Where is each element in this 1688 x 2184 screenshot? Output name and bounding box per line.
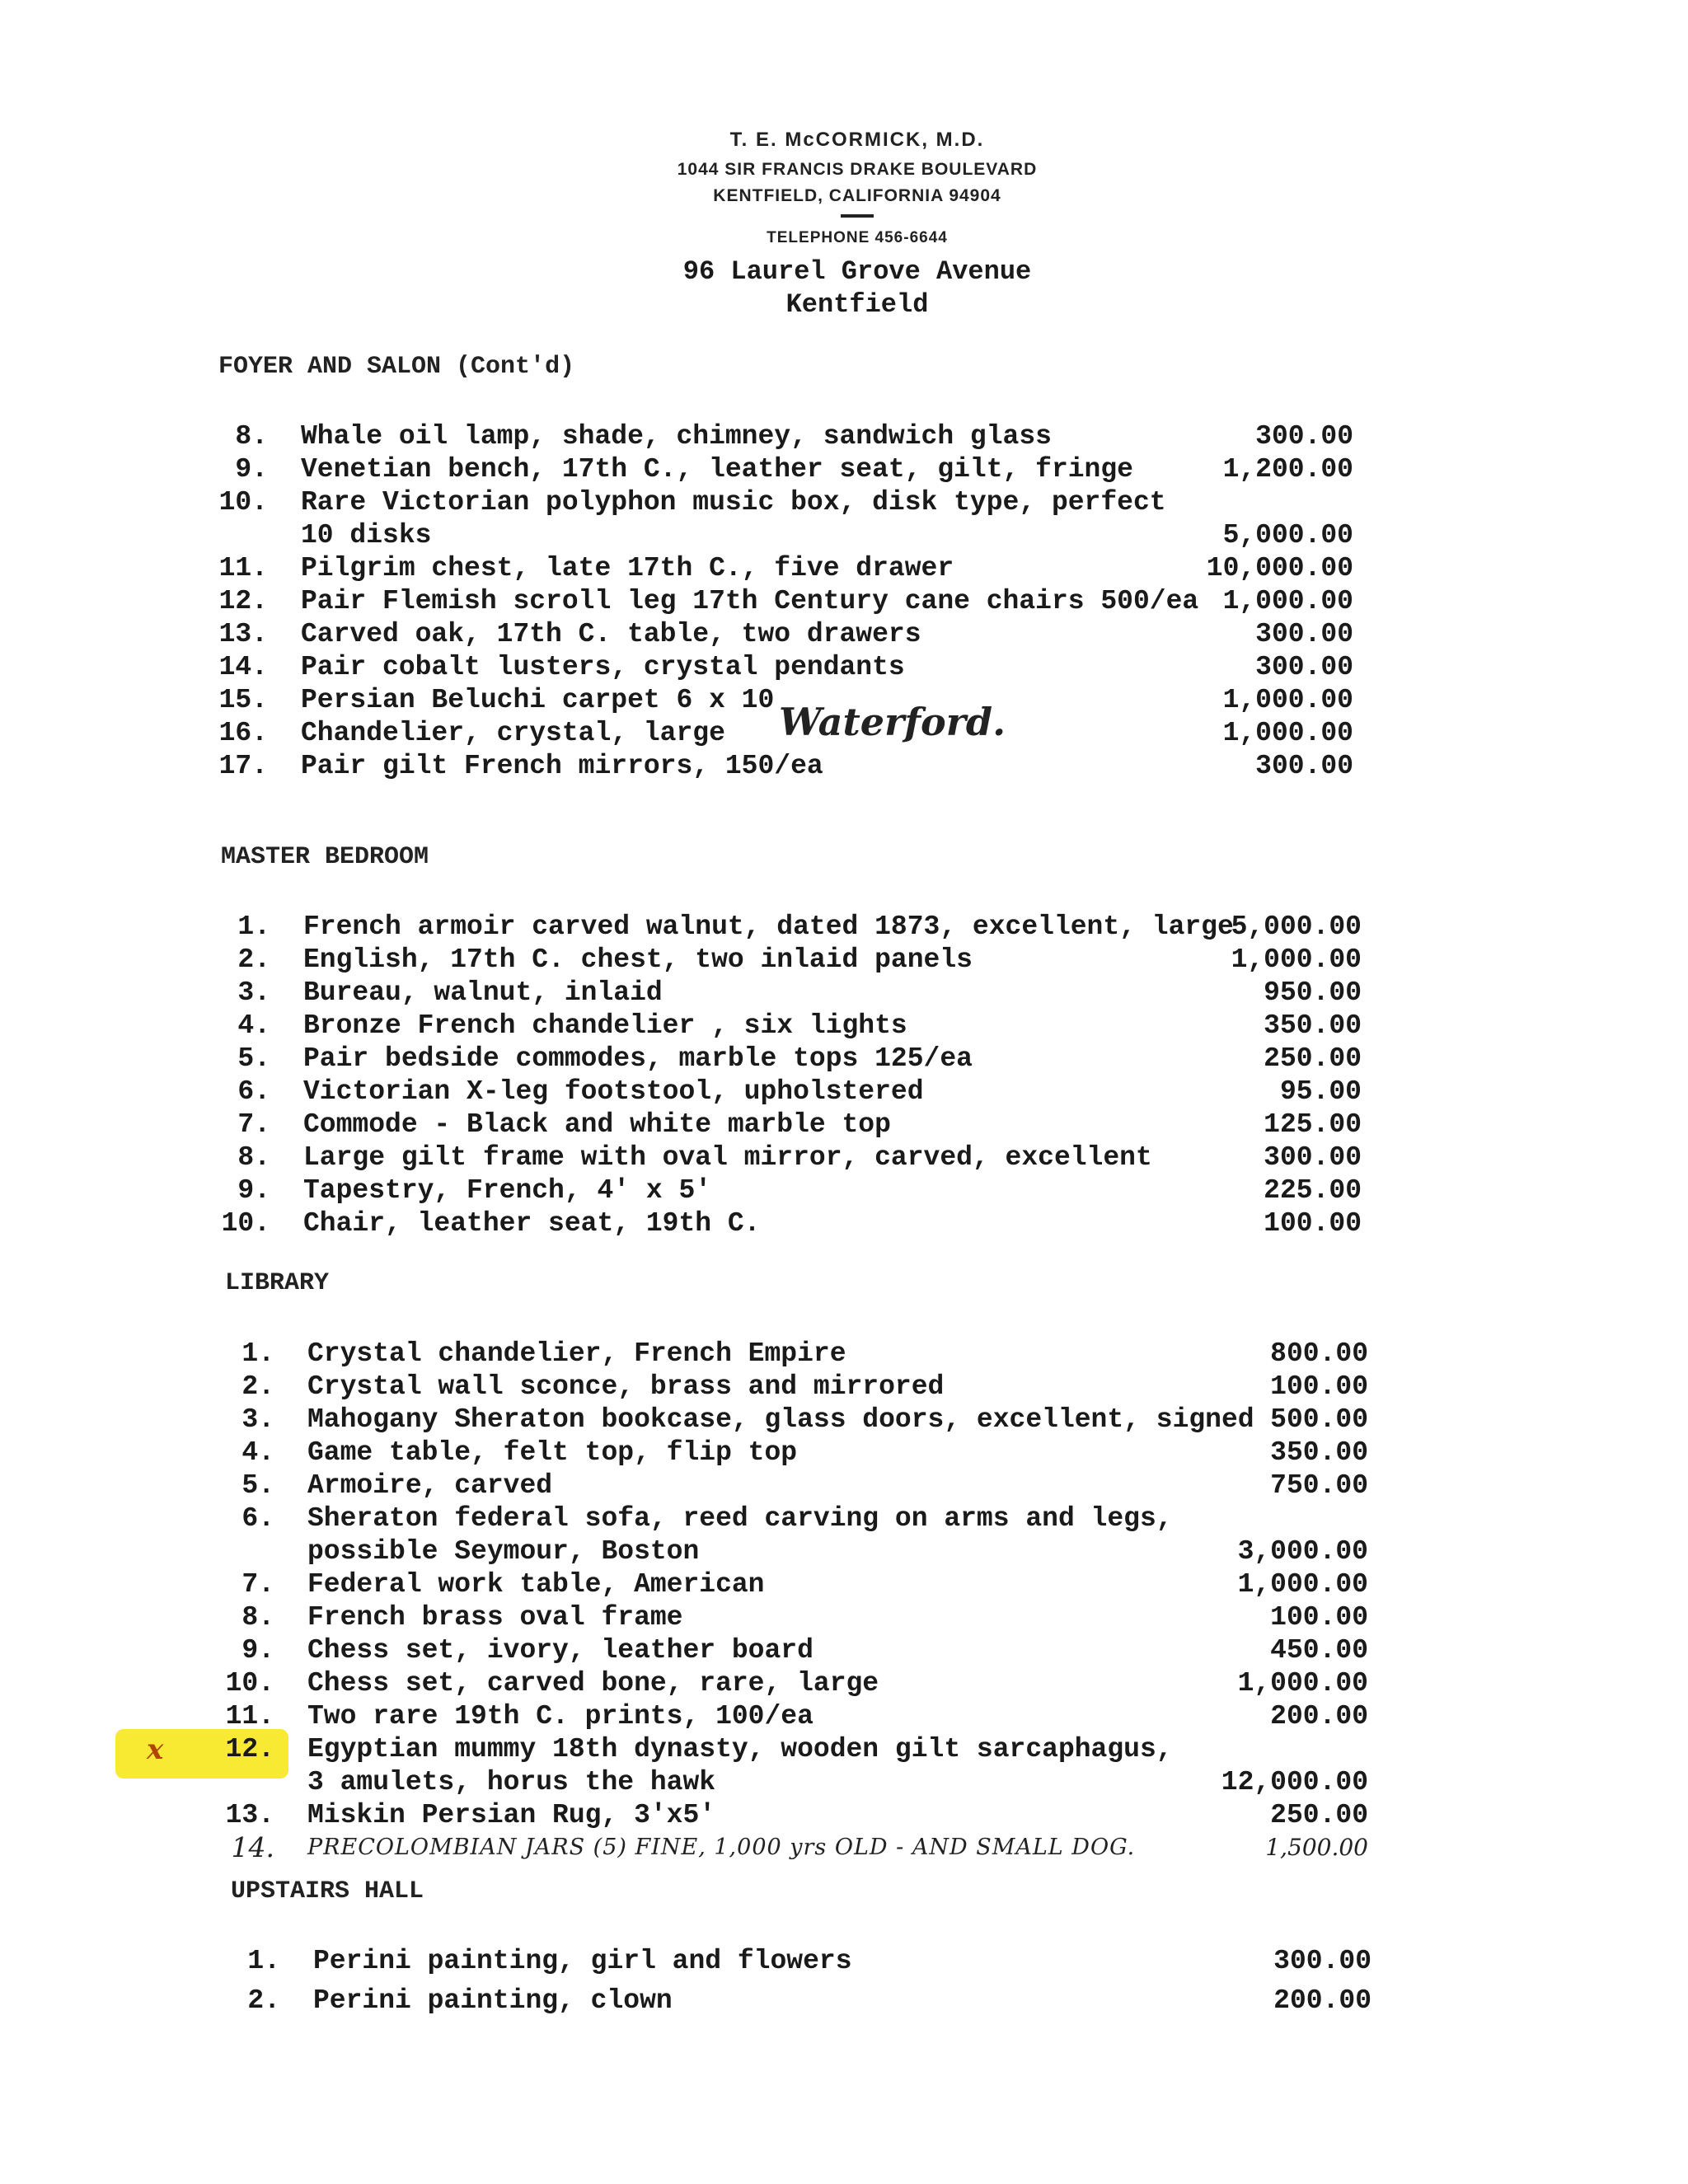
item-price: 350.00	[1264, 1010, 1362, 1041]
list-item	[0, 1371, 1566, 1404]
item-description: Game table, felt top, flip top	[307, 1437, 798, 1468]
item-description: Chandelier, crystal, large	[301, 718, 725, 748]
item-number: 4.	[241, 1437, 274, 1468]
item-number: 9.	[237, 1175, 270, 1206]
item-number: 5.	[241, 1470, 274, 1501]
item-price: 95.00	[1279, 1076, 1362, 1107]
item-price: 300.00	[1264, 1142, 1362, 1173]
item-price: 300.00	[1255, 421, 1353, 452]
item-description: Chair, leather seat, 19th C.	[303, 1208, 761, 1239]
item-number: 7.	[237, 1109, 270, 1140]
item-description: Tapestry, French, 4' x 5'	[303, 1175, 712, 1206]
item-description: Persian Beluchi carpet 6 x 10	[301, 685, 775, 715]
list-item	[0, 1985, 1566, 2018]
item-number: 8.	[235, 421, 268, 452]
item-number: 14.	[218, 652, 268, 682]
list-item	[0, 1108, 1566, 1141]
item-price: 1,000.00	[1222, 718, 1353, 748]
item-description-continued: 10 disks	[301, 520, 432, 551]
item-price: 100.00	[1270, 1371, 1368, 1402]
item-description: Chess set, carved bone, rare, large	[307, 1668, 879, 1699]
item-number: 3.	[241, 1404, 274, 1435]
item-price: 350.00	[1270, 1437, 1368, 1468]
item-number: 7.	[241, 1569, 274, 1600]
item-price: 125.00	[1264, 1109, 1362, 1140]
item-number: 2.	[247, 1985, 280, 2016]
item-price: 450.00	[1270, 1635, 1368, 1666]
list-item	[0, 1076, 1566, 1108]
handwritten-annotation: Waterford.	[779, 700, 1006, 744]
item-description: Large gilt frame with oval mirror, carved, excellent	[303, 1142, 1152, 1173]
item-description: Venetian bench, 17th C., leather seat, gilt, fringe	[301, 454, 1133, 485]
item-price: 300.00	[1255, 751, 1353, 781]
list-item	[0, 420, 1566, 453]
item-description: Rare Victorian polyphon music box, disk type, perfect	[301, 487, 1166, 518]
item-description: Chess set, ivory, leather board	[307, 1635, 814, 1666]
city-address: KENTFIELD, CALIFORNIA 94904	[713, 186, 1001, 205]
item-description: Pilgrim chest, late 17th C., five drawer	[301, 553, 954, 583]
list-item	[0, 1799, 1566, 1832]
list-item	[0, 1502, 1566, 1568]
item-number: 8.	[237, 1142, 270, 1173]
item-description: Pair gilt French mirrors, 150/ea	[301, 751, 823, 781]
item-number: 2.	[241, 1371, 274, 1402]
item-description: Commode - Black and white marble top	[303, 1109, 891, 1140]
item-number: 1.	[241, 1338, 274, 1369]
item-description: PRECOLOMBIAN JARS (5) FINE, 1,000 yrs OLD - AND SMALL DOG.	[307, 1835, 1136, 1860]
item-number: 10.	[218, 487, 268, 518]
item-number: 1.	[237, 912, 270, 942]
item-number: 2.	[237, 944, 270, 975]
list-item	[0, 1174, 1566, 1207]
item-description: Pair cobalt lusters, crystal pendants	[301, 652, 905, 682]
item-number: 14.	[231, 1831, 274, 1863]
property-address	[577, 255, 1137, 321]
list-item	[0, 1831, 1566, 1864]
section-title: FOYER AND SALON (Cont'd)	[218, 353, 575, 381]
item-price: 3,000.00	[1237, 1536, 1368, 1567]
list-item	[0, 552, 1566, 585]
item-number: 12.	[225, 1734, 274, 1765]
item-description: Pair Flemish scroll leg 17th Century cane chairs 500/ea	[301, 586, 1199, 616]
item-price: 100.00	[1264, 1208, 1362, 1239]
item-number: 6.	[237, 1076, 270, 1107]
item-number: 9.	[235, 454, 268, 485]
property-town: Kentfield	[785, 289, 929, 320]
item-description: Perini painting, girl and flowers	[313, 1946, 852, 1976]
item-number: 4.	[237, 1010, 270, 1041]
item-number: 6.	[241, 1503, 274, 1534]
list-item	[0, 1338, 1566, 1371]
item-description: Whale oil lamp, shade, chimney, sandwich glass	[301, 421, 1052, 452]
item-description: French brass oval frame	[307, 1602, 683, 1633]
item-number: 16.	[218, 718, 268, 748]
item-price: 1,000.00	[1222, 685, 1353, 715]
item-price: 1,200.00	[1222, 454, 1353, 485]
item-description: French armoir carved walnut, dated 1873, excellent, large	[303, 912, 1234, 942]
list-item	[0, 944, 1566, 977]
list-item	[0, 486, 1566, 552]
list-item	[0, 651, 1566, 684]
item-price: 200.00	[1273, 1985, 1372, 2016]
list-item	[0, 1436, 1566, 1469]
list-item	[0, 1568, 1566, 1601]
item-number: 3.	[237, 977, 270, 1008]
item-number: 13.	[225, 1800, 274, 1830]
item-description: Mahogany Sheraton bookcase, glass doors, excellent, signed	[307, 1404, 1254, 1435]
item-price: 950.00	[1264, 977, 1362, 1008]
item-price: 800.00	[1270, 1338, 1368, 1369]
item-description-continued: possible Seymour, Boston	[307, 1536, 700, 1567]
street-address: 1044 SIR FRANCIS DRAKE BOULEVARD	[677, 160, 1038, 179]
item-price: 12,000.00	[1221, 1767, 1368, 1797]
item-number: 5.	[237, 1043, 270, 1074]
item-number: 12.	[218, 586, 268, 616]
property-street: 96 Laurel Grove Avenue	[682, 256, 1032, 287]
list-item	[0, 977, 1566, 1010]
list-item	[0, 1404, 1566, 1436]
item-price: 5,000.00	[1222, 520, 1353, 551]
item-price: 10,000.00	[1206, 553, 1353, 583]
list-item	[0, 1945, 1566, 1978]
section-title: UPSTAIRS HALL	[231, 1877, 424, 1905]
item-price: 250.00	[1264, 1043, 1362, 1074]
item-price: 1,000.00	[1222, 586, 1353, 616]
item-price: 300.00	[1255, 619, 1353, 649]
item-number: 11.	[225, 1701, 274, 1732]
list-item	[0, 1010, 1566, 1043]
item-description: Bronze French chandelier , six lights	[303, 1010, 907, 1041]
item-price: 750.00	[1270, 1470, 1368, 1501]
item-description: Egyptian mummy 18th dynasty, wooden gilt sarcaphagus,	[307, 1734, 1173, 1765]
letterhead-divider	[841, 214, 874, 218]
item-price: 1,000.00	[1237, 1668, 1368, 1699]
list-item	[0, 453, 1566, 486]
list-item	[0, 1043, 1566, 1076]
item-price: 300.00	[1255, 652, 1353, 682]
item-description: Miskin Persian Rug, 3'x5'	[307, 1800, 716, 1830]
item-description: Perini painting, clown	[313, 1985, 673, 2016]
handwritten-check-mark: x	[147, 1733, 164, 1766]
item-number: 10.	[225, 1668, 274, 1699]
item-price: 5,000.00	[1231, 912, 1362, 942]
list-item	[0, 585, 1566, 618]
item-description: English, 17th C. chest, two inlaid panels	[303, 944, 973, 975]
item-number: 9.	[241, 1635, 274, 1666]
item-description: Federal work table, American	[307, 1569, 765, 1600]
item-description: Pair bedside commodes, marble tops 125/ea	[303, 1043, 973, 1074]
item-description: Victorian X-leg footstool, upholstered	[303, 1076, 924, 1107]
list-item	[0, 1601, 1566, 1634]
item-number: 1.	[247, 1946, 280, 1976]
list-item	[0, 1141, 1566, 1174]
item-description: Sheraton federal sofa, reed carving on arms and legs,	[307, 1503, 1173, 1534]
item-description: Crystal chandelier, French Empire	[307, 1338, 846, 1369]
list-item	[0, 1667, 1566, 1700]
list-item	[0, 1634, 1566, 1667]
list-item	[0, 1207, 1566, 1240]
item-price: 250.00	[1270, 1800, 1368, 1830]
item-number: 15.	[218, 685, 268, 715]
list-item	[0, 911, 1566, 944]
list-item	[0, 1700, 1566, 1733]
item-description: Two rare 19th C. prints, 100/ea	[307, 1701, 814, 1732]
item-number: 11.	[218, 553, 268, 583]
item-price: 1,000.00	[1231, 944, 1362, 975]
item-number: 8.	[241, 1602, 274, 1633]
item-price: 1,500.00	[1265, 1834, 1368, 1861]
item-description-continued: 3 amulets, horus the hawk	[307, 1767, 716, 1797]
item-price: 200.00	[1270, 1701, 1368, 1732]
item-price: 1,000.00	[1237, 1569, 1368, 1600]
telephone: TELEPHONE 456-6644	[767, 229, 948, 246]
item-price: 500.00	[1270, 1404, 1368, 1435]
item-description: Armoire, carved	[307, 1470, 553, 1501]
list-item	[0, 1733, 1566, 1799]
doctor-name: T. E. McCORMICK, M.D.	[729, 129, 985, 151]
section-title: LIBRARY	[225, 1269, 330, 1297]
item-number: 17.	[218, 751, 268, 781]
item-number: 13.	[218, 619, 268, 649]
item-description: Bureau, walnut, inlaid	[303, 977, 663, 1008]
list-item	[0, 1469, 1566, 1502]
item-price: 300.00	[1273, 1946, 1372, 1976]
section-title: MASTER BEDROOM	[221, 843, 429, 871]
item-description: Carved oak, 17th C. table, two drawers	[301, 619, 921, 649]
list-item	[0, 750, 1566, 783]
letterhead	[577, 124, 1137, 251]
list-item	[0, 618, 1566, 651]
item-description: Crystal wall sconce, brass and mirrored	[307, 1371, 945, 1402]
item-price: 100.00	[1270, 1602, 1368, 1633]
item-number: 10.	[221, 1208, 270, 1239]
item-price: 225.00	[1264, 1175, 1362, 1206]
